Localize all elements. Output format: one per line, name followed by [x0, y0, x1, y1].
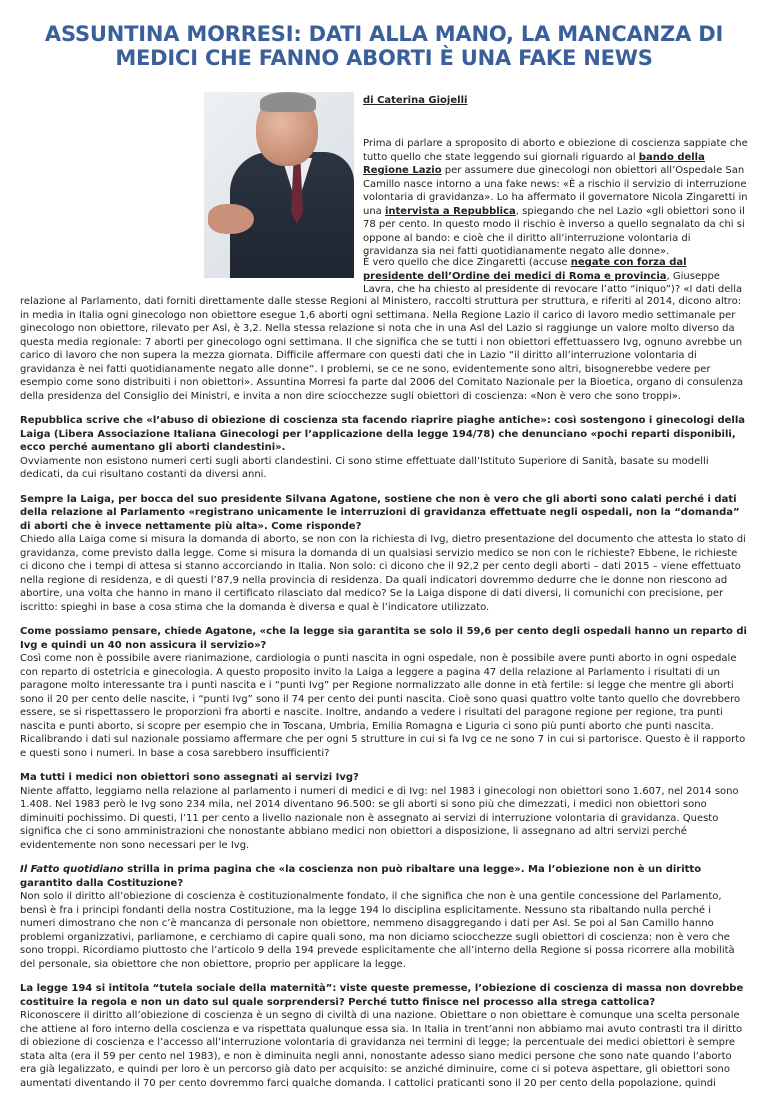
qa-block — [20, 493, 748, 615]
link-intervista-repubblica[interactable]: intervista a Repubblica — [384, 205, 516, 217]
article-photo — [204, 92, 354, 278]
link-bando-regione-lazio[interactable]: bando della Regione Lazio — [363, 151, 705, 176]
answer-text: Niente affatto, leggiamo nella relazione al parlamento i numeri di medici e di Ivg: nel 1983 i ginecologi non obiettori sono 1.607, nel 2014 sono 1.408. Nel 1983 però le Ivg sono 234 mila, nel 2014 diventano 96.500: se gli aborti si sono più che dimezzati, i medici non obiettori sono diminuiti pochissimo. Di questi, l’11 per cento a livello nazionale non è assegnato ai servizi di interruzione volontaria di gravidanza. Questo significa che ci sono amministrazioni che nonostante abbiano medici non obiettori a disposizione, li assegnano ad altri servizi perché evidentemente non sono necessari per le Ivg. — [20, 785, 739, 851]
second-paragraph-top — [363, 256, 748, 297]
answer-text: Non solo il diritto all’obiezione di coscienza è costituzionalmente fondato, il che significa che non è una gentile concessione del Parlamento, bensì è fra i principi fondanti della nostra Costituzione, ma la legge 194 lo disciplina esplicitamente. Nessuno sta ribaltando nulla perché i numeri dimostrano che non c’è mancanza di personale non obiettore, nemmeno disaggregando i dati per Asl. Se poi al San Camillo hanno problemi organizzativi, parliamone, e cerchiamo di capire quali sono, ma non diciamo sciocchezze sugli obiettori di coscienza: non è vero che sono troppi. Ricordiamo piuttosto che l’articolo 9 della 194 prevede esplicitamente che all’interno della Regione si possa ricorrere alla mobilità del personale, sia obiettore che non obiettore, proprio per applicare la legge. — [20, 891, 735, 970]
question-text: Ma tutti i medici non obiettori sono assegnati ai servizi Ivg? — [20, 772, 359, 783]
para2-text-1: È vero quello che dice Zingaretti (accuse — [363, 257, 571, 268]
byline[interactable]: di Caterina Giojelli — [363, 95, 468, 106]
qa-block — [20, 625, 748, 760]
intro-paragraph — [363, 137, 748, 259]
answer-text: Chiedo alla Laiga come si misura la domanda di aborto, se non con la richiesta di Ivg, dietro presentazione del documento che attesta lo stato di gravidanza, come previsto dalla legge. Come si misura la domanda di un qualsiasi servizio medico se non con le richieste? Ebbene, le richieste ci dicono che i tempi di attesa si stanno accorciando in Italia. Non solo: ci dicono che il 92,2 per cento degli aborti – dati 2015 – viene effettuato nella regione di residenza, e di questi l’87,9 nella provincia di residenza. Da quali indicatori dovremmo dedurre che le donne non riescono ad abortire, una volta che hanno in mano il certificato rilasciato dal medico? Se la Laiga dispone di dati diversi, li comunichi con precisione, per iscritto: spieghi in base a cosa stima che la domanda è diversa e qual è l’indicatore utilizzato. — [20, 534, 746, 613]
qa-block — [20, 414, 748, 482]
answer-text: Riconoscere il diritto all’obiezione di coscienza è un segno di civiltà di una nazione. Obiettare o non obiettare è comunque una scelta personale che attiene al foro interno della coscienza e va rispettata qualunque essa sia. In Italia in trent’anni non abbiamo mai avuto contrasti tra il diritto di obiezione di coscienza e l’accesso all’interruzione volontaria di gravidanza nei termini di legge; la percentuale dei medici obiettori è sempre stata alta (era il 59 per cento nel 1983), e non è diminuita negli anni, nonostante adesso siano medici persone che sono nate quando l’aborto era già legalizzato, e quindi per loro è un percorso già dato per acquisito: se anziché diminuire, come ci si poteva aspettare, gli obiettori sono aumentati diventando il 70 per cento dovremmo farci qualche domanda. I cattolici praticanti sono il 20 per cento della popolazione, quindi — [20, 1010, 743, 1089]
answer-text: Ovviamente non esistono numeri certi sugli aborti clandestini. Ci sono stime effettuate dall’Istituto Superiore di Sanità, basate su modelli dedicati, da cui risultano costanti da diversi anni. — [20, 455, 709, 480]
link-ordine-medici-roma[interactable]: negate con forza dal presidente dell’Ordine dei medici di Roma e provincia — [363, 257, 687, 282]
para2-text-2: , Giuseppe Lavra, che ha chiesto al presidente di revocare l’atto “iniquo”)? «I dati della — [363, 270, 743, 295]
photo-hand-shape — [208, 204, 254, 234]
question-text — [20, 863, 748, 890]
intro-text-3: , spiegando che nel Lazio «gli obiettori sono il 78 per cento. In questo modo il rischio è inverso a quello segnalato da chi si oppone al bando: e cioè che il diritto all’interruzione volontaria di gravidanza sia nei fatti quotidianamente negato alle donne». — [363, 205, 745, 257]
article-title: ASSUNTINA MORRESI: DATI ALLA MANO, LA MANCANZA DI MEDICI CHE FANNO ABORTI È UNA FAKE NEWS — [44, 22, 724, 70]
intro-text-2: per assumere due ginecologi non obiettori all’Ospedale San Camillo nasce intorno a una fake news: «È a rischio il servizio di interruzione volontaria di gravidanza». Lo ha affermato il governatore Nicola Zingaretti in una — [363, 165, 748, 217]
question-text: Come possiamo pensare, chiede Agatone, «che la legge sia garantita se solo il 59,6 per cento degli ospedali hanno un reparto di Ivg e quindi un 40 non assicura il servizio»? — [20, 626, 747, 651]
question-text: La legge 194 si intitola “tutela sociale della maternità”: viste queste premesse, l’obiezione di coscienza di massa non dovrebbe costituire la regola e non un dato sul quale sorprendersi? Perché tutto finisce nel processo alla strega cattolica? — [20, 983, 744, 1008]
qa-block — [20, 863, 748, 971]
article-body — [20, 295, 748, 1101]
second-paragraph-continued: relazione al Parlamento, dati forniti direttamente dalle stesse Regioni al Ministero, raccolti struttura per struttura, e riferiti al 2014, dicono altro: in media in Italia ogni ginecologo non obiettore esegue 1,6 aborti ogni settimana. Nella Regione Lazio il carico di lavoro medio settimanale per ginecologo non obiettore, rilevato per Asl, è 3,2. Nella stessa relazione si nota che in una Asl del Lazio si raggiunge un valore molto diverso da questa media regionale: 7 aborti per ginecologo ogni settimana. Il che significa che se tutti i non obiettori effettuassero Ivg, ognuno avrebbe un carico di lavoro che non supera la mezza giornata. Difficile affermare con questi dati che in Lazio “il diritto all’interruzione volontaria di gravidanza è nei fatti quotidianamente negato alle donne”. I problemi, se ce ne sono, evidentemente sono altri, bisognerebbe vedere per esempio come sono distribuiti i non obiettori». Assuntina Morresi fa parte dal 2006 del Comitato Nazionale per la Bioetica, organo di consulenza della presidenza del Consiglio dei Ministri, e invita a non dire sciocchezze sugli obiettori di coscienza: «Non è vero che sono troppi». — [20, 296, 744, 402]
question-text: Sempre la Laiga, per bocca del suo presidente Silvana Agatone, sostiene che non è vero che gli aborti sono calati perché i dati della relazione al Parlamento «registrano unicamente le interruzioni di gravidanza effettuate negli ospedali, non la “domanda” di aborti che è invece nettamente più alta». Come risponde? — [20, 493, 740, 532]
answer-text: Così come non è possibile avere rianimazione, cardiologia o punti nascita in ogni ospedale, non è possibile avere punti aborto in ogni ospedale con reparto di ostetricia e ginecologia. A questo proposito invito la Laiga a leggere a pagina 47 della relazione al Parlamento i risultati di un paragone molto interessante tra i punti nascita e i “punti Ivg” per Regione normalizzato alle donne in età fertile: si legge che mentre gli aborti sono il 20 per cento delle nascite, i “punti Ivg” sono il 74 per cento dei punti nascita. Cioè sono quasi quattro volte tanto quello che dovrebbero essere, se si rispettassero le proporzioni fra aborti e nascite. Inoltre, andando a vedere i risultati del paragone regione per regione, tra punti nascita e punti aborto, si scopre per esempio che in Toscana, Umbria, Emilia Romagna e Liguria ci sono più punti aborto che punti nascita. Ricalibrando i dati sul nazionale possiamo affermare che per ogni 5 strutture in cui si fa Ivg ce ne sono 7 in cui si partorisce. Questo è il rapporto e questi sono i numeri. In base a cosa sarebbero insufficienti? — [20, 653, 746, 759]
qa-block — [20, 982, 748, 1090]
question-text-rest: strilla in prima pagina che «la coscienza non può ribaltare una legge». Ma l’obiezione non è un diritto garantito dalla Costituzione? — [20, 864, 702, 889]
intro-text-1: Prima di parlare a sproposito di aborto e obiezione di coscienza sappiate che tutto quello che state leggendo sui giornali riguardo al — [363, 138, 748, 163]
photo-hair-shape — [260, 92, 316, 112]
qa-block — [20, 771, 748, 852]
newspaper-name: Il Fatto quotidiano — [20, 864, 124, 875]
question-text: Repubblica scrive che «l’abuso di obiezione di coscienza sta facendo riaprire piaghe antiche»: così sostengono i ginecologi della Laiga (Libera Associazione Italiana Ginecologi per l’applicazione della legge 194/78) che denunciano «pochi reparti disponibili, ecco perché aumentano gli aborti clandestini». — [20, 415, 746, 453]
